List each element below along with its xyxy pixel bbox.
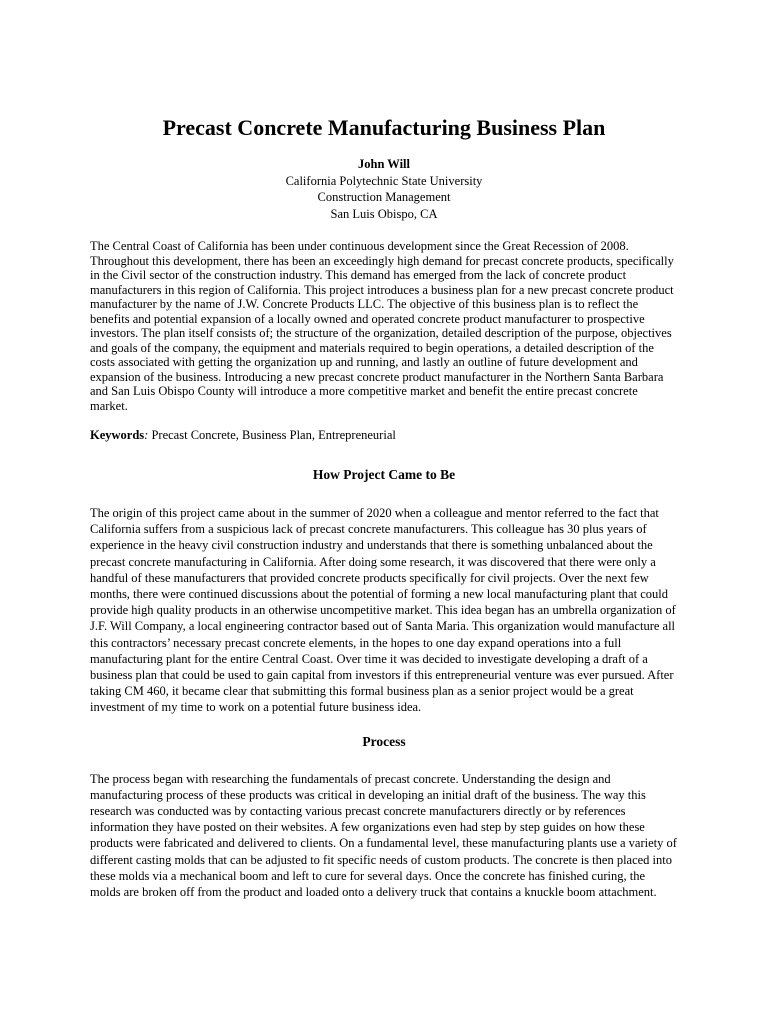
author-name: John Will [358,157,410,171]
keywords-colon: : [144,428,149,442]
section-body-how-project-came-to-be: The origin of this project came about in the summer of 2020 when a colleague and mentor referred to the fact that California suffers from a suspicious lack of precast concrete manufacturers. This colleague has 30 plus years of experience in the heavy civil construction industry and understands that there is something unbalanced about the precast concrete manufacturing in California. After doing some research, it was discovered that there were only a handful of these manufacturers that provided concrete products specifically for civil projects. Over the next few months, there were continued discussions about the potential of forming a new local manufacturing plant that could provide high quality products in an otherwise uncompetitive market. This idea began has an umbrella organization of J.F. Will Company, a local engineering contractor based out of Santa Maria. This organization would manufacture all this contractors’ necessary precast concrete elements, in the hopes to one day expand operations into a full manufacturing plant for the entire Central Coast. Over time it was decided to investigate developing a draft of a business plan that could be used to gain capital from investors if this entrepreneurial venture was ever pursued. After taking CM 460, it became clear that submitting this formal business plan as a senior project would be a great investment of my time to work on a potential future business idea. [90,506,676,715]
section-body-process: The process began with researching the fundamentals of precast concrete. Understanding the design and manufacturing process of these products was critical in developing an initial draft of the business. The way this research was conducted was by contacting various precast concrete manufacturers directly or by references information they have posted on their websites. A few organizations even had step by step guides on how these products were fabricated and delivered to clients. On a fundamental level, these manufacturing plants use a variety of different casting molds that can be adjusted to fit specific needs of custom products. The concrete is then placed into these molds via a mechanical boom and left to cure for several days. Once the concrete has finished curing, the molds are broken off from the product and loaded onto a delivery truck that contains a knuckle boom attachment. [90,771,677,900]
paper-title: Precast Concrete Manufacturing Business Plan [162,115,606,140]
abstract-paragraph: The Central Coast of California has been under continuous development since the Great Recession of 2008. Throughout this development, there has been an exceedingly high demand for precast concrete products, specifically in the Civil sector of the construction industry. This demand has emerged from the lack of concrete product manufacturers in this region of California. This project introduces a business plan for a new precast concrete product manufacturer by the name of J.W. Concrete Products LLC. The objective of this business plan is to reflect the benefits and potential expansion of a locally owned and operated concrete product manufacturer to prospective investors. The plan itself consists of; the structure of the organization, detailed description of the purpose, objectives and goals of the company, the equipment and materials required to begin operations, a detailed description of the costs associated with getting the organization up and running, and lastly an outline of future development and expansion of the business. Introducing a new precast concrete product manufacturer in the Northern Santa Barbara and San Luis Obispo County will introduce a more competitive market and benefit the entire precast concrete market. [90,239,674,413]
keywords-label: Keywords [90,428,145,442]
author-department: Construction Management [317,190,451,204]
author-block [90,156,678,222]
keywords-line [90,428,678,443]
section-heading-how-project-came-to-be: How Project Came to Be [312,467,456,482]
author-location: San Luis Obispo, CA [330,206,438,221]
keywords-value: Precast Concrete, Business Plan, Entrepreneurial [148,428,396,442]
author-institution: California Polytechnic State University [285,173,483,188]
section-heading-process: Process [362,733,406,749]
